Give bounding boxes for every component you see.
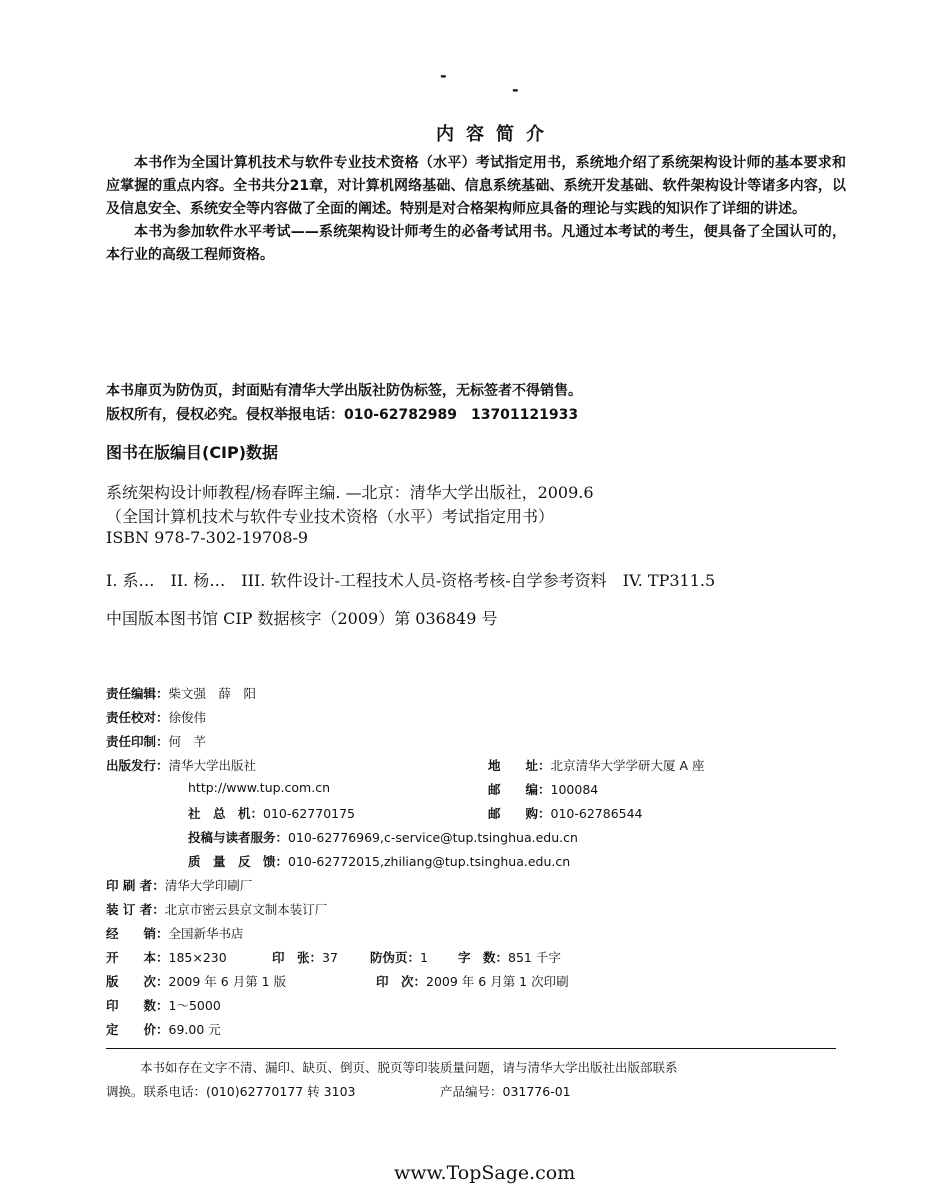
cip-series-line: （全国计算机技术与软件专业技术资格（水平）考试指定用书）: [106, 507, 555, 526]
credit-editor: 责任编辑：柴文强 薛 阳: [106, 686, 257, 701]
page-title: 内容简介: [436, 124, 556, 145]
intro-section: [106, 152, 846, 267]
footer-divider: [106, 1048, 836, 1049]
credit-address: 地 址：北京清华大学学研大厦 A 座: [488, 758, 705, 773]
credit-format: 开 本：185×230: [106, 950, 227, 965]
credit-mail-order: 邮 购：010-62786544: [488, 806, 643, 821]
top-mark-right: -: [512, 80, 519, 99]
credit-postcode: 邮 编：100084: [488, 782, 599, 797]
cip-heading: 图书在版编目(CIP)数据: [106, 443, 279, 462]
intro-paragraph-2: 本书为参加软件水平考试——系统架构设计师考生的必备考试用书。凡通过本考试的考生，便具备了全国认可的，本行业的高级工程师资格。: [106, 224, 846, 263]
top-mark-left: -: [440, 66, 447, 85]
credit-reader-service: 投稿与读者服务：010-62776969,c-service@tup.tsinghua.edu.cn: [188, 830, 578, 845]
cip-isbn: ISBN 978-7-302-19708-9: [106, 528, 309, 547]
anti-counterfeit-notice: 本书扉页为防伪页，封面贴有清华大学出版社防伪标签，无标签者不得销售。: [106, 383, 582, 399]
credit-anti-counterfeit-page: 防伪页：1: [370, 950, 428, 965]
footer-contact: 调换。联系电话：(010)62770177 转 3103: [106, 1084, 356, 1099]
footer-quality-note: 本书如存在文字不清、漏印、缺页、倒页、脱页等印装质量问题，请与清华大学出版社出版部联系: [140, 1060, 678, 1075]
credit-publisher: 出版发行：清华大学出版社: [106, 758, 257, 773]
website-link[interactable]: www.TopSage.com: [394, 1162, 576, 1184]
credit-switchboard: 社 总 机：010-62770175: [188, 806, 356, 821]
credit-printer: 印 刷 者：清华大学印刷厂: [106, 878, 253, 893]
credit-edition: 版 次：2009 年 6 月第 1 版: [106, 974, 287, 989]
credit-printing: 印 次：2009 年 6 月第 1 次印刷: [376, 974, 569, 989]
credit-proofreader: 责任校对：徐俊伟: [106, 710, 207, 725]
credit-print-quantity: 印 数：1～5000: [106, 998, 221, 1013]
credit-distributor: 经 销：全国新华书店: [106, 926, 244, 941]
intro-paragraph-1: 本书作为全国计算机技术与软件专业技术资格（水平）考试指定用书，系统地介绍了系统架构设计师的基本要求和应掌握的重点内容。全书共分21章，对计算机网络基础、信息系统基础、系统开发基础、软件架构设计等诸多内容，以及信息安全、系统安全等内容做了全面的阐述。特别是对合格架构师应具备的理论与实践的知识作了详细的讲述。: [106, 155, 846, 217]
credit-quality-feedback: 质 量 反 馈：010-62772015,zhiliang@tup.tsinghua.edu.cn: [188, 854, 571, 869]
credit-print-supervisor: 责任印制：何 芊: [106, 734, 207, 749]
cip-classification: I. 系… II. 杨… III. 软件设计-工程技术人员-资格考核-自学参考资料 IV. TP311.5: [106, 571, 716, 590]
credit-word-count: 字 数：851 千字: [458, 950, 561, 965]
credit-sheets: 印 张：37: [272, 950, 338, 965]
cip-record-number: 中国版本图书馆 CIP 数据核字（2009）第 036849 号: [106, 609, 498, 628]
credit-binder: 装 订 者：北京市密云县京文制本装订厂: [106, 902, 328, 917]
copyright-notice: 版权所有，侵权必究。侵权举报电话：010-62782989 13701121933: [106, 407, 579, 423]
footer-product-code: 产品编号：031776-01: [440, 1084, 571, 1099]
publisher-website: http://www.tup.com.cn: [188, 780, 330, 795]
credit-price: 定 价：69.00 元: [106, 1022, 221, 1037]
cip-title-line: 系统架构设计师教程/杨春晖主编. —北京：清华大学出版社，2009.6: [106, 483, 594, 502]
